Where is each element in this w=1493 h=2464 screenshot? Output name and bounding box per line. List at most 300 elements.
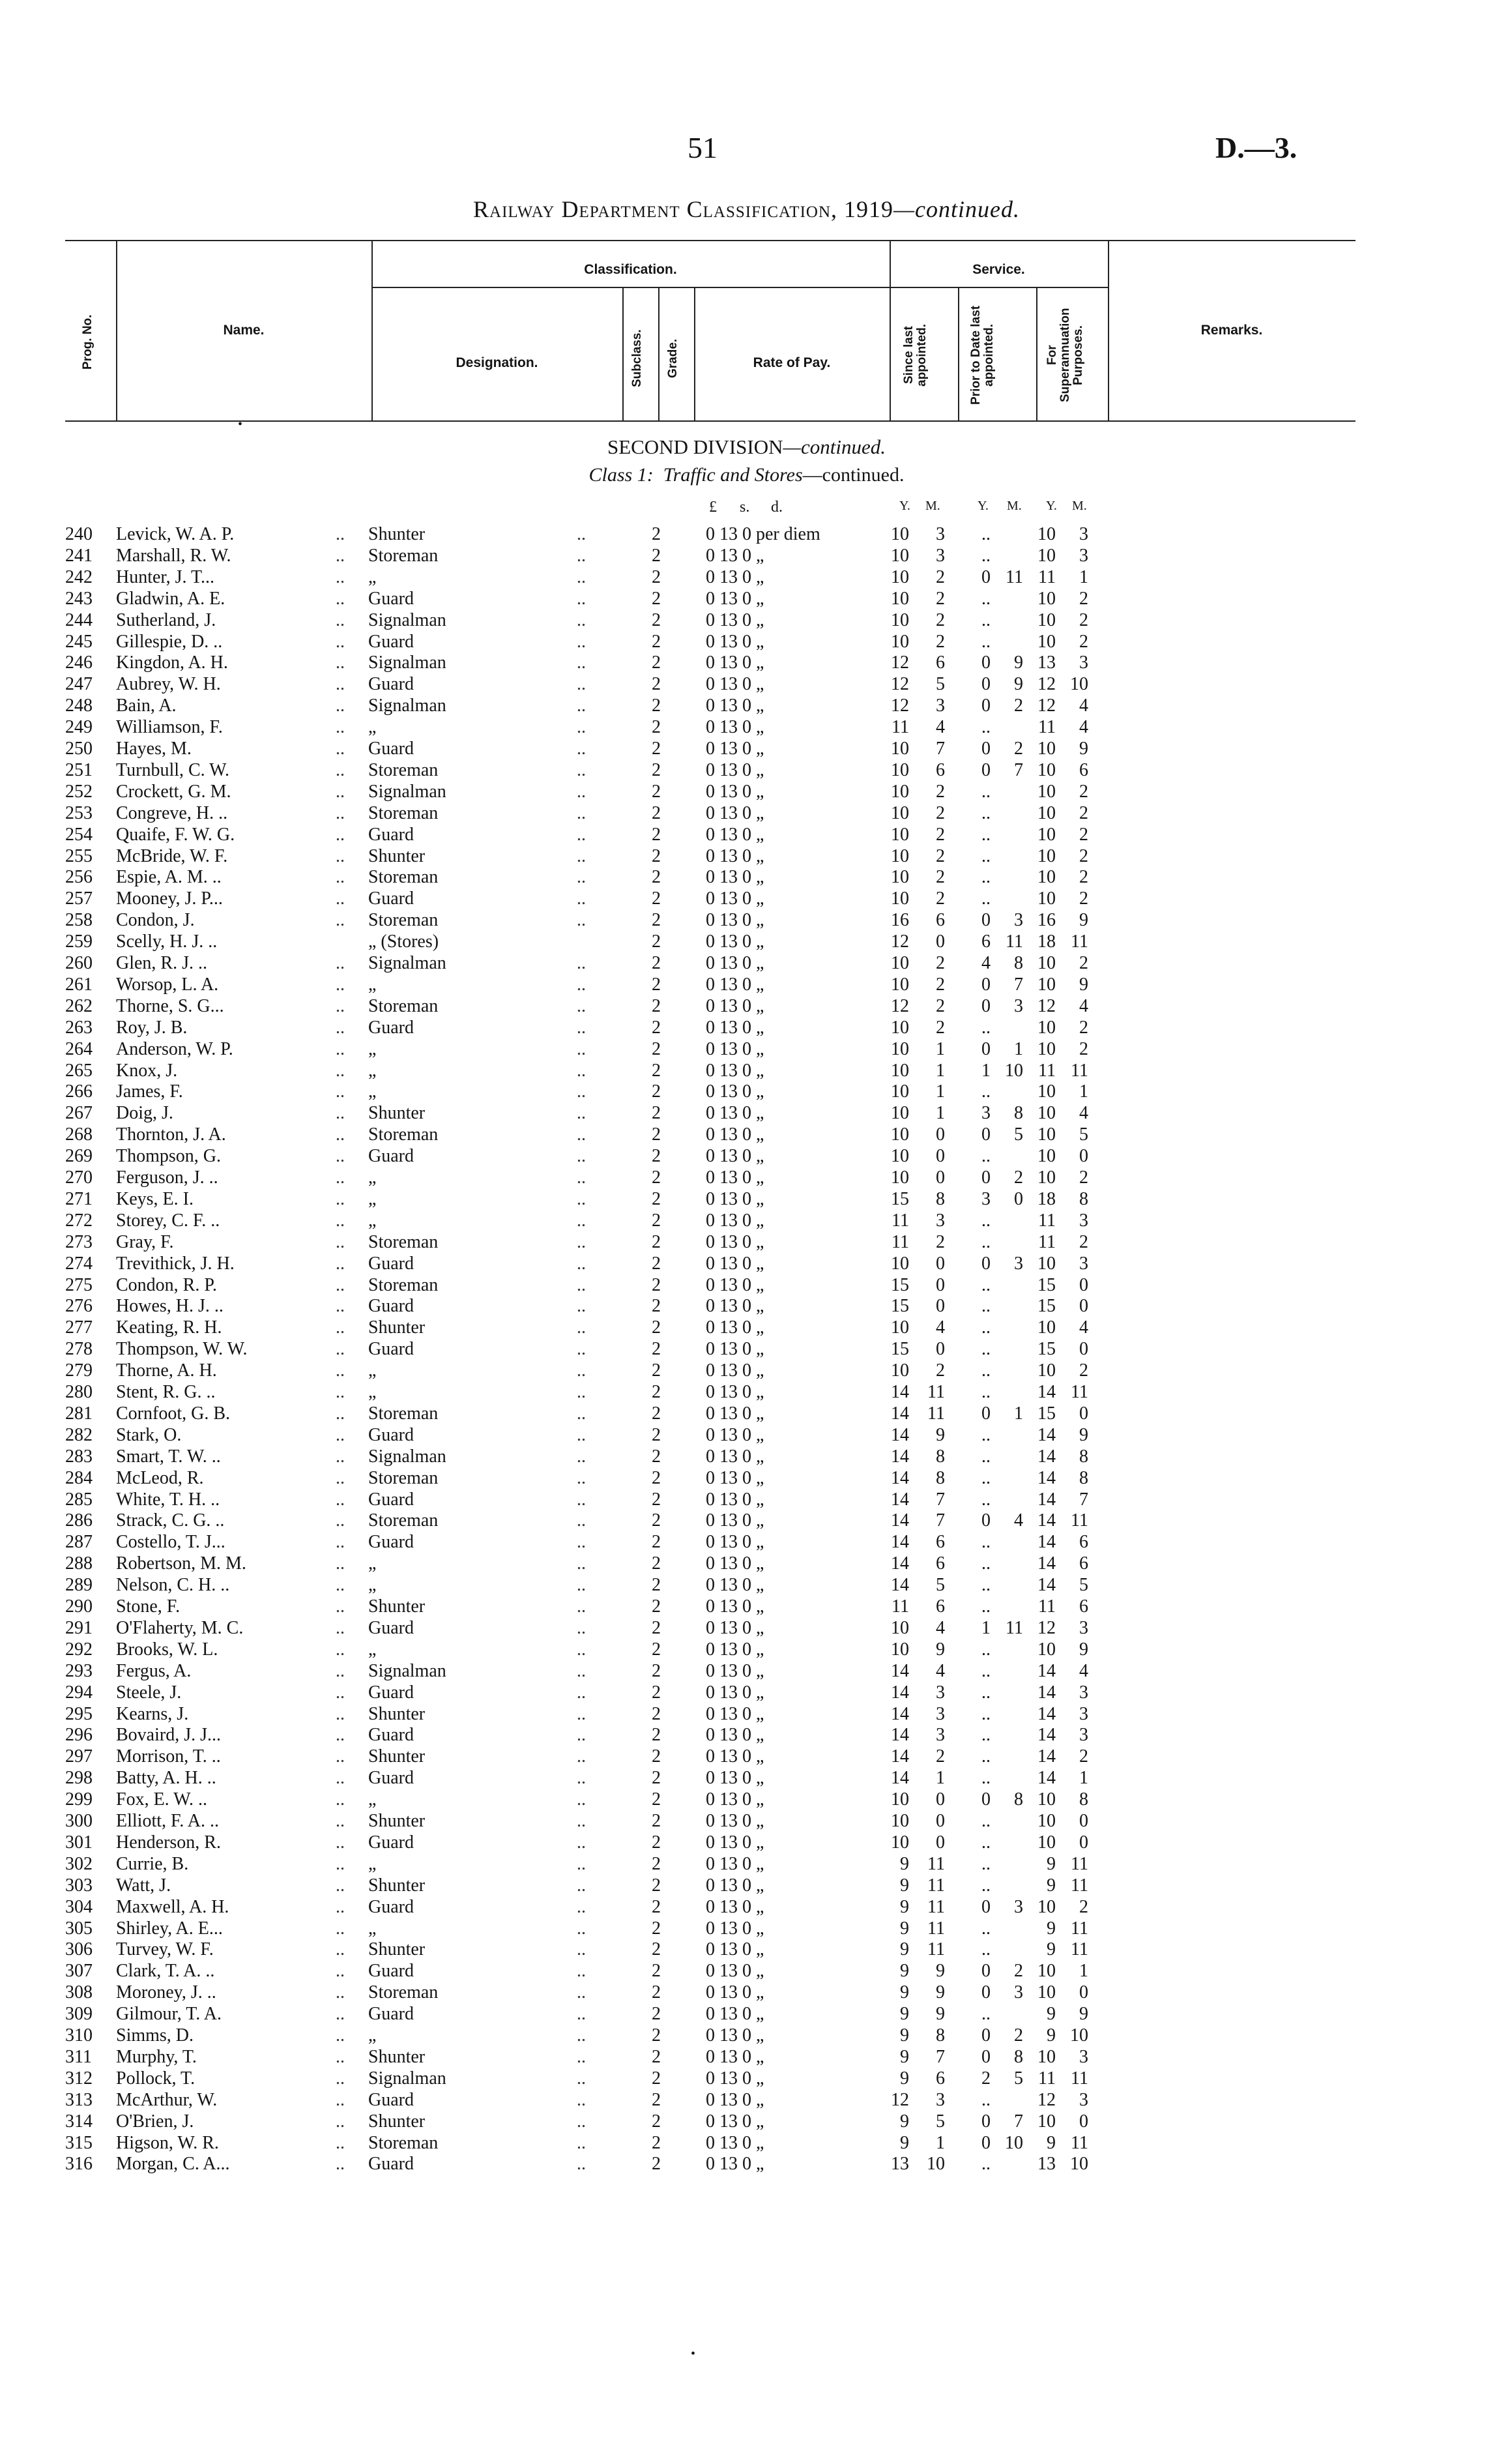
row-prog-no: 275	[65, 1274, 93, 1295]
table-row	[0, 1253, 1493, 1274]
row-prior-years: ..	[981, 845, 991, 866]
row-prior-years: 0	[981, 1167, 991, 1188]
row-designation: „	[368, 717, 377, 738]
row-name: Trevithick, J. H.	[116, 1253, 235, 1274]
row-prior-years: 0	[981, 739, 991, 759]
row-super-months: 11	[1071, 1060, 1088, 1081]
row-since-months: 5	[936, 2111, 945, 2132]
table-row	[0, 1124, 1493, 1145]
table-row	[0, 1145, 1493, 1167]
row-super-months: 11	[1071, 1510, 1088, 1531]
row-name: Kingdon, A. H.	[116, 653, 228, 673]
row-name: Currie, B.	[116, 1853, 189, 1874]
row-rate-of-pay: 0 13 0 per diem	[706, 524, 820, 544]
row-since-months: 2	[936, 888, 945, 909]
table-row	[0, 2003, 1493, 2025]
row-prog-no: 310	[65, 2025, 93, 2046]
table-row	[0, 1489, 1493, 1510]
row-super-months: 6	[1079, 1553, 1088, 1574]
table-row	[0, 2025, 1493, 2046]
header-rule-top	[65, 240, 1355, 241]
row-since-months: 1	[936, 2132, 945, 2153]
row-super-years: 10	[1037, 739, 1056, 759]
row-name: Thorne, A. H.	[116, 1360, 217, 1381]
header-rate-of-pay: Rate of Pay.	[753, 355, 831, 370]
row-rate-of-pay: 0 13 0 „	[706, 888, 764, 909]
row-rate-of-pay: 0 13 0 „	[706, 1124, 764, 1145]
row-rate-of-pay: 0 13 0 „	[706, 1875, 764, 1896]
table-row	[0, 888, 1493, 909]
row-rate-of-pay: 0 13 0 „	[706, 1832, 764, 1853]
leader-dots: ..	[336, 2046, 345, 2067]
row-since-years: 12	[891, 2089, 909, 2110]
row-designation: Guard	[368, 588, 414, 609]
row-since-years: 10	[891, 1146, 909, 1167]
row-prior-months: 7	[1014, 974, 1023, 995]
header-divider	[1036, 287, 1037, 420]
leader-dots: ..	[336, 1124, 345, 1145]
leader-dots: ..	[336, 1296, 345, 1317]
table-row	[0, 1317, 1493, 1338]
header-name: Name.	[223, 323, 265, 338]
row-prior-years: 0	[981, 1896, 991, 1917]
row-rate-of-pay: 0 13 0 „	[706, 566, 764, 587]
row-since-years: 10	[891, 609, 909, 630]
row-prog-no: 273	[65, 1231, 93, 1252]
row-since-years: 13	[891, 2154, 909, 2175]
table-row	[0, 1896, 1493, 1918]
row-designation: Storeman	[368, 1982, 439, 2003]
header-prog-no: Prog. No.	[81, 314, 94, 370]
leader-dots: ..	[336, 566, 345, 587]
leader-dots: ..	[577, 2154, 586, 2175]
row-subclass: 2	[652, 1231, 661, 1252]
row-prior-years: ..	[981, 2089, 991, 2110]
row-super-years: 10	[1037, 1896, 1056, 1917]
row-rate-of-pay: 0 13 0 „	[706, 931, 764, 952]
row-since-months: 2	[936, 1231, 945, 1252]
row-prior-months: 3	[1014, 910, 1023, 931]
row-prog-no: 262	[65, 995, 93, 1016]
row-prog-no: 309	[65, 2004, 93, 2025]
row-super-months: 2	[1079, 1038, 1088, 1059]
leader-dots: ..	[336, 545, 345, 566]
row-subclass: 2	[652, 1296, 661, 1317]
row-prior-years: ..	[981, 1317, 991, 1338]
row-subclass: 2	[652, 2004, 661, 2025]
row-subclass: 2	[652, 1660, 661, 1681]
row-since-months: 11	[927, 1382, 945, 1402]
row-rate-of-pay: 0 13 0 „	[706, 867, 764, 888]
row-prog-no: 256	[65, 867, 93, 888]
subsection-class: Class 1:	[588, 464, 654, 486]
leader-dots: ..	[336, 845, 345, 866]
row-since-months: 9	[936, 1639, 945, 1660]
row-subclass: 2	[652, 717, 661, 738]
table-row	[0, 1188, 1493, 1210]
row-since-months: 0	[936, 1339, 945, 1360]
header-designation: Designation.	[456, 355, 538, 370]
row-super-years: 10	[1037, 1081, 1056, 1102]
row-name: McLeod, R.	[116, 1467, 204, 1488]
row-super-months: 5	[1079, 1124, 1088, 1145]
row-prior-years: ..	[981, 1489, 991, 1510]
row-subclass: 2	[652, 953, 661, 973]
leader-dots: ..	[577, 1939, 586, 1960]
row-name: Costello, T. J...	[116, 1532, 225, 1553]
row-prior-years: ..	[981, 1360, 991, 1381]
leader-dots: ..	[336, 1210, 345, 1231]
row-since-months: 0	[936, 1253, 945, 1274]
row-subclass: 2	[652, 1553, 661, 1574]
table-row	[0, 1424, 1493, 1446]
row-subclass: 2	[652, 1768, 661, 1789]
row-prior-months: 2	[1014, 739, 1023, 759]
row-subclass: 2	[652, 1617, 661, 1638]
row-super-months: 8	[1079, 1188, 1088, 1209]
row-rate-of-pay: 0 13 0 „	[706, 1682, 764, 1703]
table-row	[0, 1746, 1493, 1767]
row-prior-years: ..	[981, 545, 991, 566]
row-designation: Signalman	[368, 1446, 446, 1467]
row-prog-no: 270	[65, 1167, 93, 1188]
section-suffix: —continued.	[783, 435, 886, 458]
row-prior-years: 0	[981, 566, 991, 587]
row-designation: Storeman	[368, 2132, 439, 2153]
row-since-months: 3	[936, 545, 945, 566]
row-name: Watt, J.	[116, 1875, 171, 1896]
leader-dots: ..	[336, 1167, 345, 1188]
row-super-years: 10	[1037, 1982, 1056, 2003]
table-row	[0, 2132, 1493, 2154]
leader-dots: ..	[577, 1274, 586, 1295]
row-super-months: 11	[1071, 2068, 1088, 2089]
row-name: Aubrey, W. H.	[116, 674, 221, 695]
leader-dots: ..	[336, 781, 345, 802]
table-row	[0, 1017, 1493, 1038]
leader-dots: ..	[336, 1768, 345, 1789]
row-subclass: 2	[652, 2068, 661, 2089]
row-prog-no: 259	[65, 931, 93, 952]
table-row	[0, 2089, 1493, 2111]
table-row	[0, 845, 1493, 867]
leader-dots: ..	[336, 1532, 345, 1553]
row-super-years: 14	[1037, 1489, 1056, 1510]
row-name: Stark, O.	[116, 1424, 182, 1445]
row-prog-no: 291	[65, 1617, 93, 1638]
row-prior-years: ..	[981, 631, 991, 652]
leader-dots: ..	[577, 1231, 586, 1252]
leader-dots: ..	[577, 524, 586, 544]
row-super-months: 2	[1079, 631, 1088, 652]
row-prog-no: 245	[65, 631, 93, 652]
row-since-months: 2	[936, 995, 945, 1016]
row-super-months: 3	[1079, 2046, 1088, 2067]
row-designation: Guard	[368, 2089, 414, 2110]
table-row	[0, 1531, 1493, 1553]
row-super-years: 9	[1047, 2025, 1056, 2046]
row-super-months: 3	[1079, 1703, 1088, 1724]
row-designation: Signalman	[368, 696, 446, 716]
row-super-years: 10	[1037, 631, 1056, 652]
row-designation: Shunter	[368, 1746, 426, 1767]
row-name: Knox, J.	[116, 1060, 178, 1081]
row-since-months: 2	[936, 1746, 945, 1767]
row-prior-years: ..	[981, 1703, 991, 1724]
row-since-months: 6	[936, 759, 945, 780]
row-super-years: 13	[1037, 653, 1056, 673]
row-prior-years: ..	[981, 1424, 991, 1445]
row-subclass: 2	[652, 910, 661, 931]
row-subclass: 2	[652, 1424, 661, 1445]
row-super-years: 12	[1037, 2089, 1056, 2110]
row-rate-of-pay: 0 13 0 „	[706, 1961, 764, 1982]
row-since-months: 6	[936, 910, 945, 931]
row-since-years: 14	[891, 1467, 909, 1488]
row-since-months: 2	[936, 953, 945, 973]
row-prior-years: 0	[981, 2025, 991, 2046]
row-designation: Storeman	[368, 802, 439, 823]
row-name: Smart, T. W. ..	[116, 1446, 221, 1467]
row-prog-no: 311	[65, 2046, 92, 2067]
row-since-years: 15	[891, 1296, 909, 1317]
row-since-years: 10	[891, 781, 909, 802]
row-super-years: 15	[1037, 1274, 1056, 1295]
row-super-years: 10	[1037, 1253, 1056, 1274]
row-super-years: 14	[1037, 1725, 1056, 1746]
row-designation: Guard	[368, 1146, 414, 1167]
unit-years: Y.	[978, 499, 989, 513]
row-designation: „	[368, 1639, 377, 1660]
leader-dots: ..	[577, 1660, 586, 1681]
row-designation: Guard	[368, 1296, 414, 1317]
row-super-months: 2	[1079, 588, 1088, 609]
table-row	[0, 1617, 1493, 1639]
row-super-years: 10	[1037, 1146, 1056, 1167]
row-super-years: 10	[1037, 1639, 1056, 1660]
row-prior-months: 0	[1014, 1188, 1023, 1209]
row-super-months: 3	[1079, 524, 1088, 544]
row-prior-years: ..	[981, 609, 991, 630]
row-since-years: 9	[900, 2132, 909, 2153]
row-name: Keys, E. I.	[116, 1188, 194, 1209]
row-name: Williamson, F.	[116, 717, 223, 738]
leader-dots: ..	[577, 824, 586, 845]
row-since-years: 15	[891, 1274, 909, 1295]
row-subclass: 2	[652, 1188, 661, 1209]
row-since-months: 6	[936, 2068, 945, 2089]
row-rate-of-pay: 0 13 0 „	[706, 781, 764, 802]
row-since-months: 0	[936, 1146, 945, 1167]
row-since-years: 14	[891, 1510, 909, 1531]
row-since-months: 11	[927, 1403, 945, 1424]
leader-dots: ..	[577, 566, 586, 587]
row-super-months: 9	[1079, 974, 1088, 995]
row-rate-of-pay: 0 13 0 „	[706, 1167, 764, 1188]
row-prog-no: 244	[65, 609, 93, 630]
row-subclass: 2	[652, 1081, 661, 1102]
leader-dots: ..	[336, 1424, 345, 1445]
row-name: Strack, C. G. ..	[116, 1510, 225, 1531]
row-super-months: 2	[1079, 845, 1088, 866]
row-designation: „ (Stores)	[368, 931, 439, 952]
row-super-months: 2	[1079, 953, 1088, 973]
row-super-months: 1	[1079, 1081, 1088, 1102]
row-designation: Guard	[368, 1617, 414, 1638]
row-subclass: 2	[652, 1038, 661, 1059]
row-name: Hayes, M.	[116, 739, 192, 759]
row-since-months: 5	[936, 674, 945, 695]
table-row	[0, 1832, 1493, 1853]
row-rate-of-pay: 0 13 0 „	[706, 1853, 764, 1874]
row-since-months: 8	[936, 1467, 945, 1488]
leader-dots: ..	[577, 1146, 586, 1167]
row-rate-of-pay: 0 13 0 „	[706, 1896, 764, 1917]
leader-dots: ..	[577, 1768, 586, 1789]
row-since-years: 9	[900, 2068, 909, 2089]
leader-dots: ..	[577, 1682, 586, 1703]
row-since-months: 11	[927, 1853, 945, 1874]
row-rate-of-pay: 0 13 0 „	[706, 1081, 764, 1102]
row-name: Morgan, C. A...	[116, 2154, 230, 2175]
row-subclass: 2	[652, 1124, 661, 1145]
table-row	[0, 1960, 1493, 1982]
row-subclass: 2	[652, 1918, 661, 1939]
leader-dots: ..	[577, 2068, 586, 2089]
row-since-years: 10	[891, 1103, 909, 1124]
row-prior-years: 2	[981, 2068, 991, 2089]
leader-dots: ..	[577, 653, 586, 673]
row-name: McBride, W. F.	[116, 845, 228, 866]
leader-dots: ..	[577, 995, 586, 1016]
dot-mark: •	[691, 2347, 696, 2361]
row-name: Glen, R. J. ..	[116, 953, 207, 973]
table-row	[0, 759, 1493, 781]
row-since-months: 6	[936, 1596, 945, 1617]
row-rate-of-pay: 0 13 0 „	[706, 1360, 764, 1381]
row-name: Thornton, J. A.	[116, 1124, 226, 1145]
table-row	[0, 909, 1493, 931]
row-rate-of-pay: 0 13 0 „	[706, 1489, 764, 1510]
row-since-months: 1	[936, 1038, 945, 1059]
row-prior-years: ..	[981, 1725, 991, 1746]
unit-pounds: £	[709, 499, 717, 516]
row-super-years: 10	[1037, 802, 1056, 823]
row-designation: Guard	[368, 824, 414, 845]
unit-months: M.	[925, 499, 940, 513]
table-row	[0, 609, 1493, 631]
row-super-years: 10	[1037, 1811, 1056, 1831]
row-prior-years: ..	[981, 1446, 991, 1467]
row-name: Marshall, R. W.	[116, 545, 231, 566]
row-subclass: 2	[652, 1274, 661, 1295]
leader-dots: ..	[336, 1017, 345, 1038]
row-since-years: 14	[891, 1575, 909, 1596]
row-rate-of-pay: 0 13 0 „	[706, 631, 764, 652]
row-since-years: 11	[891, 1210, 909, 1231]
row-name: McArthur, W.	[116, 2089, 218, 2110]
row-prior-years: ..	[981, 524, 991, 544]
row-subclass: 2	[652, 1146, 661, 1167]
row-prog-no: 276	[65, 1296, 93, 1317]
row-designation: Shunter	[368, 1875, 426, 1896]
leader-dots: ..	[336, 888, 345, 909]
row-since-years: 10	[891, 1811, 909, 1831]
row-rate-of-pay: 0 13 0 „	[706, 1811, 764, 1831]
row-designation: Guard	[368, 1725, 414, 1746]
row-super-years: 10	[1037, 1167, 1056, 1188]
leader-dots: ..	[336, 1660, 345, 1681]
row-prior-years: ..	[981, 824, 991, 845]
row-rate-of-pay: 0 13 0 „	[706, 2004, 764, 2025]
row-super-years: 10	[1037, 2111, 1056, 2132]
row-subclass: 2	[652, 1853, 661, 1874]
row-designation: „	[368, 1360, 377, 1381]
row-rate-of-pay: 0 13 0 „	[706, 759, 764, 780]
row-subclass: 2	[652, 1811, 661, 1831]
row-prog-no: 289	[65, 1575, 93, 1596]
subsection-suffix: —continued.	[802, 464, 905, 486]
row-prior-months: 11	[1006, 1617, 1023, 1638]
row-name: Doig, J.	[116, 1103, 173, 1124]
row-designation: Shunter	[368, 1103, 426, 1124]
row-since-months: 1	[936, 1768, 945, 1789]
row-super-years: 10	[1037, 2046, 1056, 2067]
unit-months: M.	[1072, 499, 1087, 513]
row-name: O'Brien, J.	[116, 2111, 194, 2132]
section-title	[0, 435, 1493, 459]
row-super-months: 11	[1071, 1875, 1088, 1896]
row-since-months: 3	[936, 524, 945, 544]
leader-dots: ..	[336, 2068, 345, 2089]
row-name: O'Flaherty, M. C.	[116, 1617, 244, 1638]
row-prog-no: 261	[65, 974, 93, 995]
row-since-months: 9	[936, 1982, 945, 2003]
header-divider	[694, 287, 695, 420]
row-super-months: 9	[1079, 2004, 1088, 2025]
row-since-years: 11	[891, 1596, 909, 1617]
document-reference: D.—3.	[1215, 131, 1297, 164]
leader-dots: ..	[577, 2025, 586, 2046]
row-prior-years: ..	[981, 1746, 991, 1767]
row-super-months: 2	[1079, 1231, 1088, 1252]
row-since-months: 1	[936, 1081, 945, 1102]
table-row	[0, 1060, 1493, 1081]
row-since-years: 10	[891, 953, 909, 973]
row-super-years: 9	[1047, 1939, 1056, 1960]
subsection-name: Traffic and Stores	[663, 464, 803, 486]
row-super-years: 10	[1037, 545, 1056, 566]
row-name: James, F.	[116, 1081, 183, 1102]
row-since-months: 1	[936, 1103, 945, 1124]
row-subclass: 2	[652, 588, 661, 609]
row-name: Pollock, T.	[116, 2068, 196, 2089]
row-prog-no: 242	[65, 566, 93, 587]
row-super-months: 3	[1079, 1253, 1088, 1274]
row-since-months: 2	[936, 845, 945, 866]
row-since-years: 9	[900, 1939, 909, 1960]
row-rate-of-pay: 0 13 0 „	[706, 1103, 764, 1124]
leader-dots: ..	[336, 1274, 345, 1295]
leader-dots: ..	[336, 824, 345, 845]
leader-dots: ..	[577, 2132, 586, 2153]
row-super-years: 11	[1038, 1596, 1056, 1617]
row-super-months: 9	[1079, 910, 1088, 931]
row-prior-years: 3	[981, 1188, 991, 1209]
row-name: Scelly, H. J. ..	[116, 931, 218, 952]
row-since-years: 14	[891, 1660, 909, 1681]
leader-dots: ..	[577, 1167, 586, 1188]
